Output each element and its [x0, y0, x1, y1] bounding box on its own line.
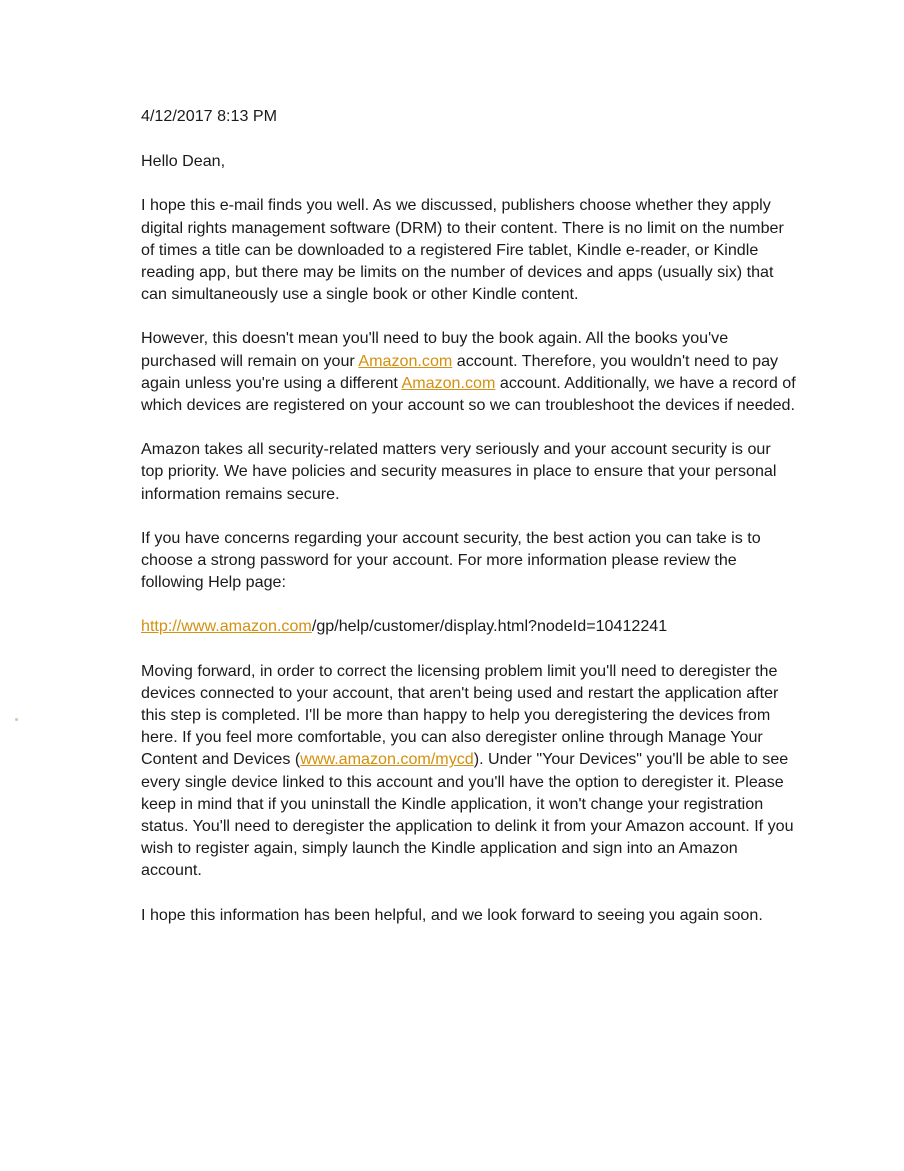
- amazon-link[interactable]: Amazon.com: [401, 373, 496, 392]
- help-url-link[interactable]: http://www.amazon.com: [141, 617, 312, 636]
- paragraph-text: ). Under "Your Devices" you'll be able to see every single device linked to this account and you'll have the option to deregister it. Please keep in mind that if you uninstall the Kindle application, it won't change your registration status. You'll need to deregister the application to delink it from your Amazon account. If you wish to register again, simply launch the Kindle application and sign into an Amazon account.: [141, 750, 794, 880]
- paragraph-repurchase: [141, 327, 796, 416]
- scan-speck: [15, 718, 18, 721]
- help-page-url: [141, 615, 796, 637]
- help-url-path: /gp/help/customer/display.html?nodeId=10412241: [311, 617, 668, 636]
- paragraph-text: However, this doesn't mean you'll need to buy the book again. All the books you've purchased will remain on your: [141, 329, 729, 370]
- amazon-link[interactable]: Amazon.com: [358, 351, 453, 370]
- paragraph-text: account. Additionally, we have a record of which devices are registered on your account so we can troubleshoot the devices if needed.: [141, 373, 796, 415]
- paragraph-closing: I hope this information has been helpful, and we look forward to seeing you again soon.: [141, 905, 763, 924]
- paragraph-security: Amazon takes all security-related matters very seriously and your account security is our top priority. We have policies and security measures in place to ensure that your personal information remains secure.: [141, 440, 777, 503]
- paragraph-text: Moving forward, in order to correct the licensing problem limit you'll need to deregister the devices connected to your account, that aren't being used and restart the application after this step is completed. I'll be more than happy to help you deregistering the devices from here. If you feel more comfortable, you can also deregister online through Manage Your Content and Devices (: [141, 661, 779, 769]
- mycd-link[interactable]: www.amazon.com/mycd: [300, 750, 474, 769]
- letter-date: 4/12/2017 8:13 PM: [141, 107, 278, 125]
- letter-greeting: Hello Dean,: [141, 152, 226, 171]
- paragraph-text: account. Therefore, you wouldn't need to pay again unless you're using a different: [141, 351, 779, 392]
- paragraph-deregister: [141, 660, 796, 882]
- paragraph-password: If you have concerns regarding your account security, the best action you can take is to choose a strong password for your account. For more information please review the following Help page:: [141, 528, 761, 592]
- paragraph-drm: I hope this e-mail finds you well. As we discussed, publishers choose whether they apply digital rights management software (DRM) to their content. There is no limit on the number of times a title can be downloaded to a registered Fire tablet, Kindle e-reader, or Kindle reading app, but there may be limits on the number of devices and apps (usually six) that can simultaneously use a single book or other Kindle content.: [141, 196, 784, 304]
- letter-body: [141, 105, 796, 948]
